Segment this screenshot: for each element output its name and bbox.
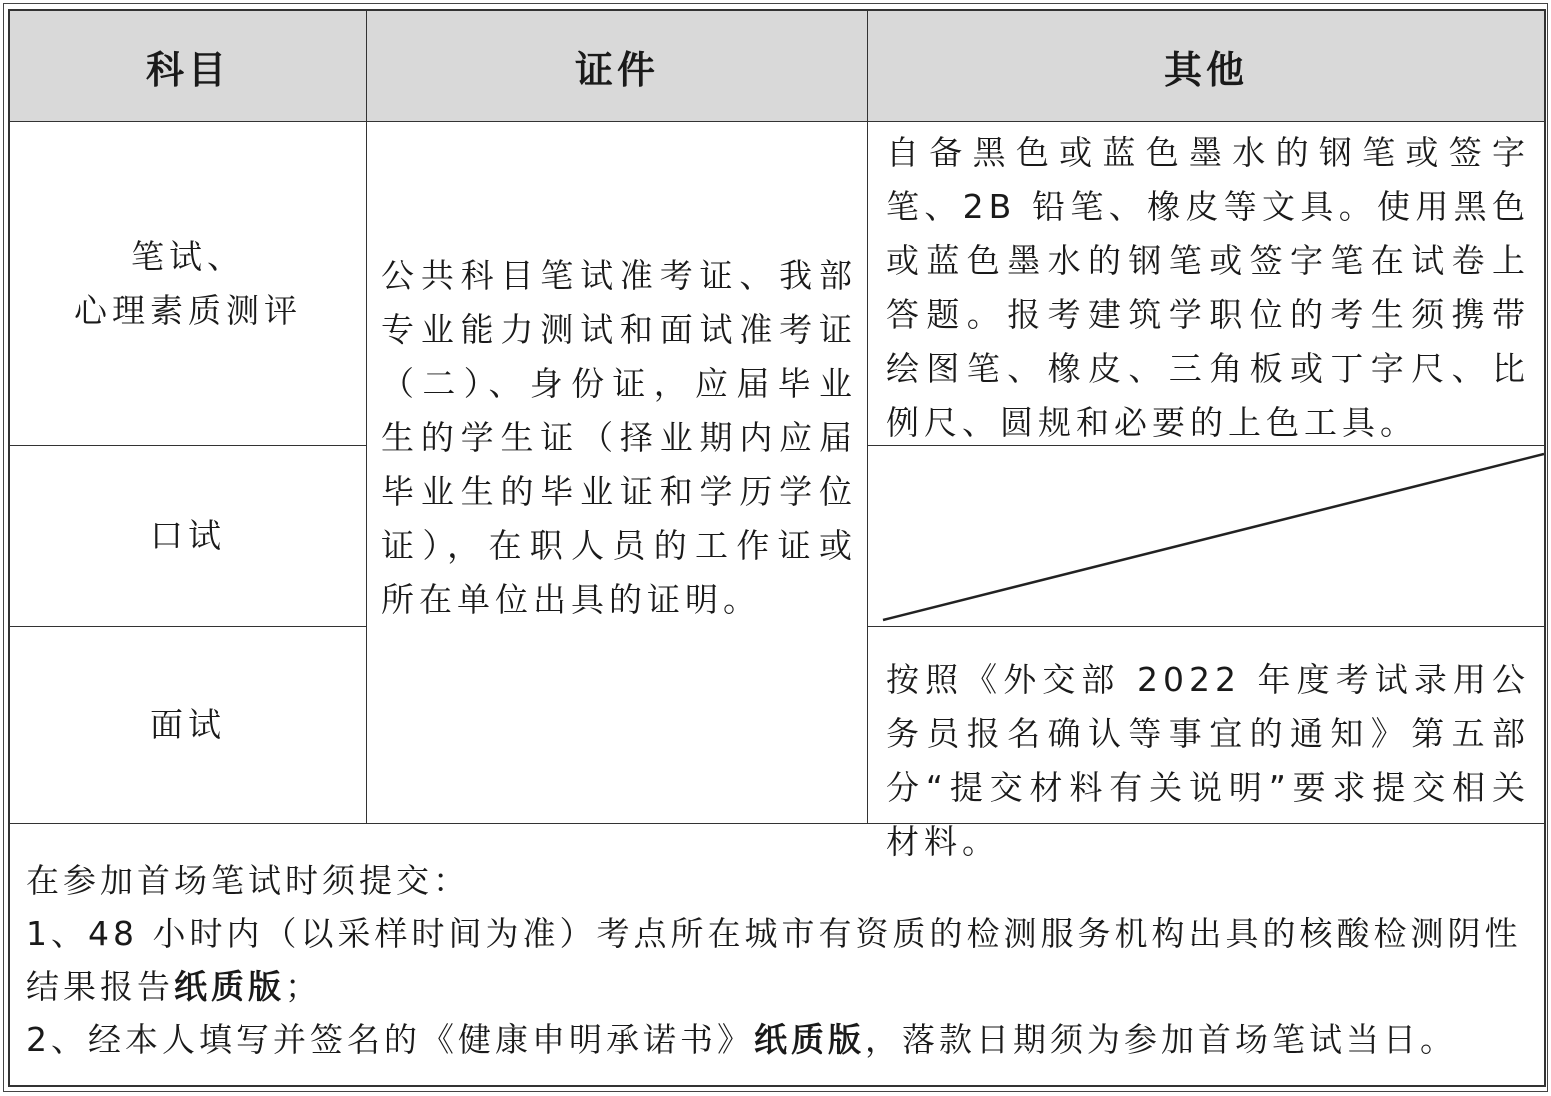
footer-item-1-bold: 纸质版	[174, 967, 285, 1006]
footer-item-1	[26, 907, 1530, 1013]
subject-oral-label: 口试	[150, 516, 226, 555]
diagonal-slash-line	[868, 446, 1544, 626]
subject-written-label: 笔试、 心理素质测评	[74, 236, 302, 330]
footer-item-1-end: ；	[285, 967, 322, 1006]
header-subject: 科目	[10, 11, 366, 121]
footer-item-2-bold: 纸质版	[754, 1020, 865, 1059]
footer-item-2-text: 2、经本人填写并签名的《健康申明承诺书》	[26, 1020, 754, 1059]
subject-oral-test	[10, 446, 366, 626]
footer-item-2-end: ，落款日期须为参加首场笔试当日。	[865, 1020, 1457, 1059]
other-interview-cell	[868, 627, 1544, 861]
footer-item-2	[26, 1013, 1530, 1066]
documents-cell	[367, 122, 867, 823]
subject-written-test	[10, 122, 366, 445]
other-written-text: 自备黑色或蓝色墨水的钢笔或签字笔、2B 铅笔、橡皮等文具。使用黑色或蓝色墨水的钢笔或签字笔在试卷上答题。报考建筑学职位的考生须携带绘图笔、橡皮、三角板或丁字尺、比例尺、圆规和必要的上色工具。	[886, 133, 1530, 442]
subject-interview	[10, 627, 366, 823]
subject-interview-label: 面试	[150, 705, 226, 744]
other-interview-text: 按照《外交部 2022 年度考试录用公务员报名确认等事宜的通知》第五部分“提交材料有关说明”要求提交相关材料。	[886, 660, 1530, 861]
footer-intro: 在参加首场笔试时须提交：	[26, 861, 470, 900]
documents-text: 公共科目笔试准考证、我部专业能力测试和面试准考证（二）、身份证，应届毕业生的学生证（择业期内应届毕业生的毕业证和学历学位证），在职人员的工作证或所在单位出具的证明。	[381, 255, 857, 619]
header-other: 其他	[868, 11, 1544, 121]
other-oral-cell	[868, 446, 1544, 626]
requirements-table	[8, 9, 1546, 1087]
header-documents: 证件	[367, 11, 867, 121]
footer-notes	[10, 824, 1544, 1085]
footer-item-1-text: 1、48 小时内（以采样时间为准）考点所在城市有资质的检测服务机构出具的核酸检测阴性结果报告	[26, 914, 1522, 1006]
other-written-cell	[868, 122, 1544, 445]
